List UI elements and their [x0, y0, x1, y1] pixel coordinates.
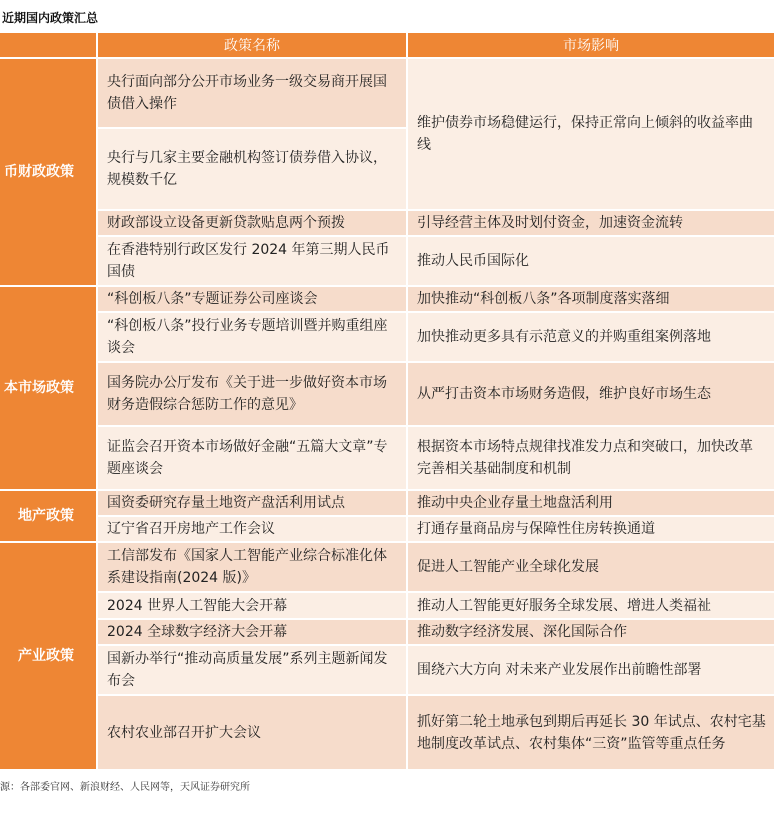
policy-name-cell: 农村农业部召开扩大会议: [97, 695, 407, 769]
source-note: 源：各部委官网、新浪财经、人民网等，天风证券研究所: [0, 782, 250, 793]
page-title: 近期国内政策汇总: [2, 11, 99, 25]
table-row: [0, 645, 774, 695]
market-impact-cell: 引导经营主体及时划付资金，加速资金流转: [407, 210, 774, 236]
policy-name-cell: 2024 世界人工智能大会开幕: [97, 592, 407, 619]
table-row: [0, 362, 774, 426]
category-cell: 地产政策: [0, 490, 97, 542]
market-impact-cell: 加快推动“科创板八条”各项制度落实落细: [407, 286, 774, 312]
policy-name-cell: “科创板八条”投行业务专题培训暨并购重组座谈会: [97, 312, 407, 362]
market-impact-cell: 推动数字经济发展、深化国际合作: [407, 619, 774, 645]
header-policy-name: 政策名称: [97, 33, 407, 58]
category-cell: 币财政政策: [0, 58, 97, 286]
policy-name-cell: 辽宁省召开房地产工作会议: [97, 516, 407, 542]
market-impact-cell: 打通存量商品房与保障性住房转换通道: [407, 516, 774, 542]
policy-name-cell: 在香港特别行政区发行 2024 年第三期人民币国债: [97, 236, 407, 286]
market-impact-cell: 加快推动更多具有示范意义的并购重组案例落地: [407, 312, 774, 362]
market-impact-cell: 推动人工智能更好服务全球发展、增进人类福祉: [407, 592, 774, 619]
table-row: [0, 490, 774, 516]
policy-name-cell: 财政部设立设备更新贷款贴息两个预拨: [97, 210, 407, 236]
table-row: [0, 210, 774, 236]
table-row: [0, 286, 774, 312]
table-row: [0, 619, 774, 645]
market-impact-cell: 促进人工智能产业全球化发展: [407, 542, 774, 592]
category-cell: 产业政策: [0, 542, 97, 769]
table-row: [0, 236, 774, 286]
policy-name-cell: 国务院办公厅发布《关于进一步做好资本市场财务造假综合惩防工作的意见》: [97, 362, 407, 426]
market-impact-cell: 从严打击资本市场财务造假，维护良好市场生态: [407, 362, 774, 426]
table-row: [0, 426, 774, 490]
table-row: [0, 312, 774, 362]
policy-name-cell: 国资委研究存量土地资产盘活利用试点: [97, 490, 407, 516]
policy-name-cell: 国新办举行“推动高质量发展”系列主题新闻发布会: [97, 645, 407, 695]
policy-name-cell: “科创板八条”专题证券公司座谈会: [97, 286, 407, 312]
market-impact-cell: 围绕六大方向 对未来产业发展作出前瞻性部署: [407, 645, 774, 695]
header-category: [0, 33, 97, 58]
policy-name-cell: 证监会召开资本市场做好金融“五篇大文章”专题座谈会: [97, 426, 407, 490]
policy-name-cell: 央行面向部分公开市场业务一级交易商开展国债借入操作: [97, 58, 407, 128]
policy-name-cell: 2024 全球数字经济大会开幕: [97, 619, 407, 645]
table-row: [0, 58, 774, 128]
market-impact-cell: 根据资本市场特点规律找准发力点和突破口，加快改革完善相关基础制度和机制: [407, 426, 774, 490]
table-row: [0, 592, 774, 619]
table-row: [0, 695, 774, 769]
table-row: [0, 516, 774, 542]
policy-name-cell: 央行与几家主要金融机构签订债券借入协议，规模数千亿: [97, 128, 407, 210]
market-impact-cell: 推动中央企业存量土地盘活利用: [407, 490, 774, 516]
header-market-impact: 市场影响: [407, 33, 774, 58]
table-header-row: [0, 33, 774, 58]
market-impact-cell: 抓好第二轮土地承包到期后再延长 30 年试点、农村宅基地制度改革试点、农村集体“三资”监管等重点任务: [407, 695, 774, 769]
policy-name-cell: 工信部发布《国家人工智能产业综合标准化体系建设指南(2024 版)》: [97, 542, 407, 592]
market-impact-cell: 维护债券市场稳健运行，保持正常向上倾斜的收益率曲线: [407, 58, 774, 210]
table-row: [0, 542, 774, 592]
policy-table: [0, 33, 774, 769]
market-impact-cell: 推动人民币国际化: [407, 236, 774, 286]
category-cell: 本市场政策: [0, 286, 97, 490]
